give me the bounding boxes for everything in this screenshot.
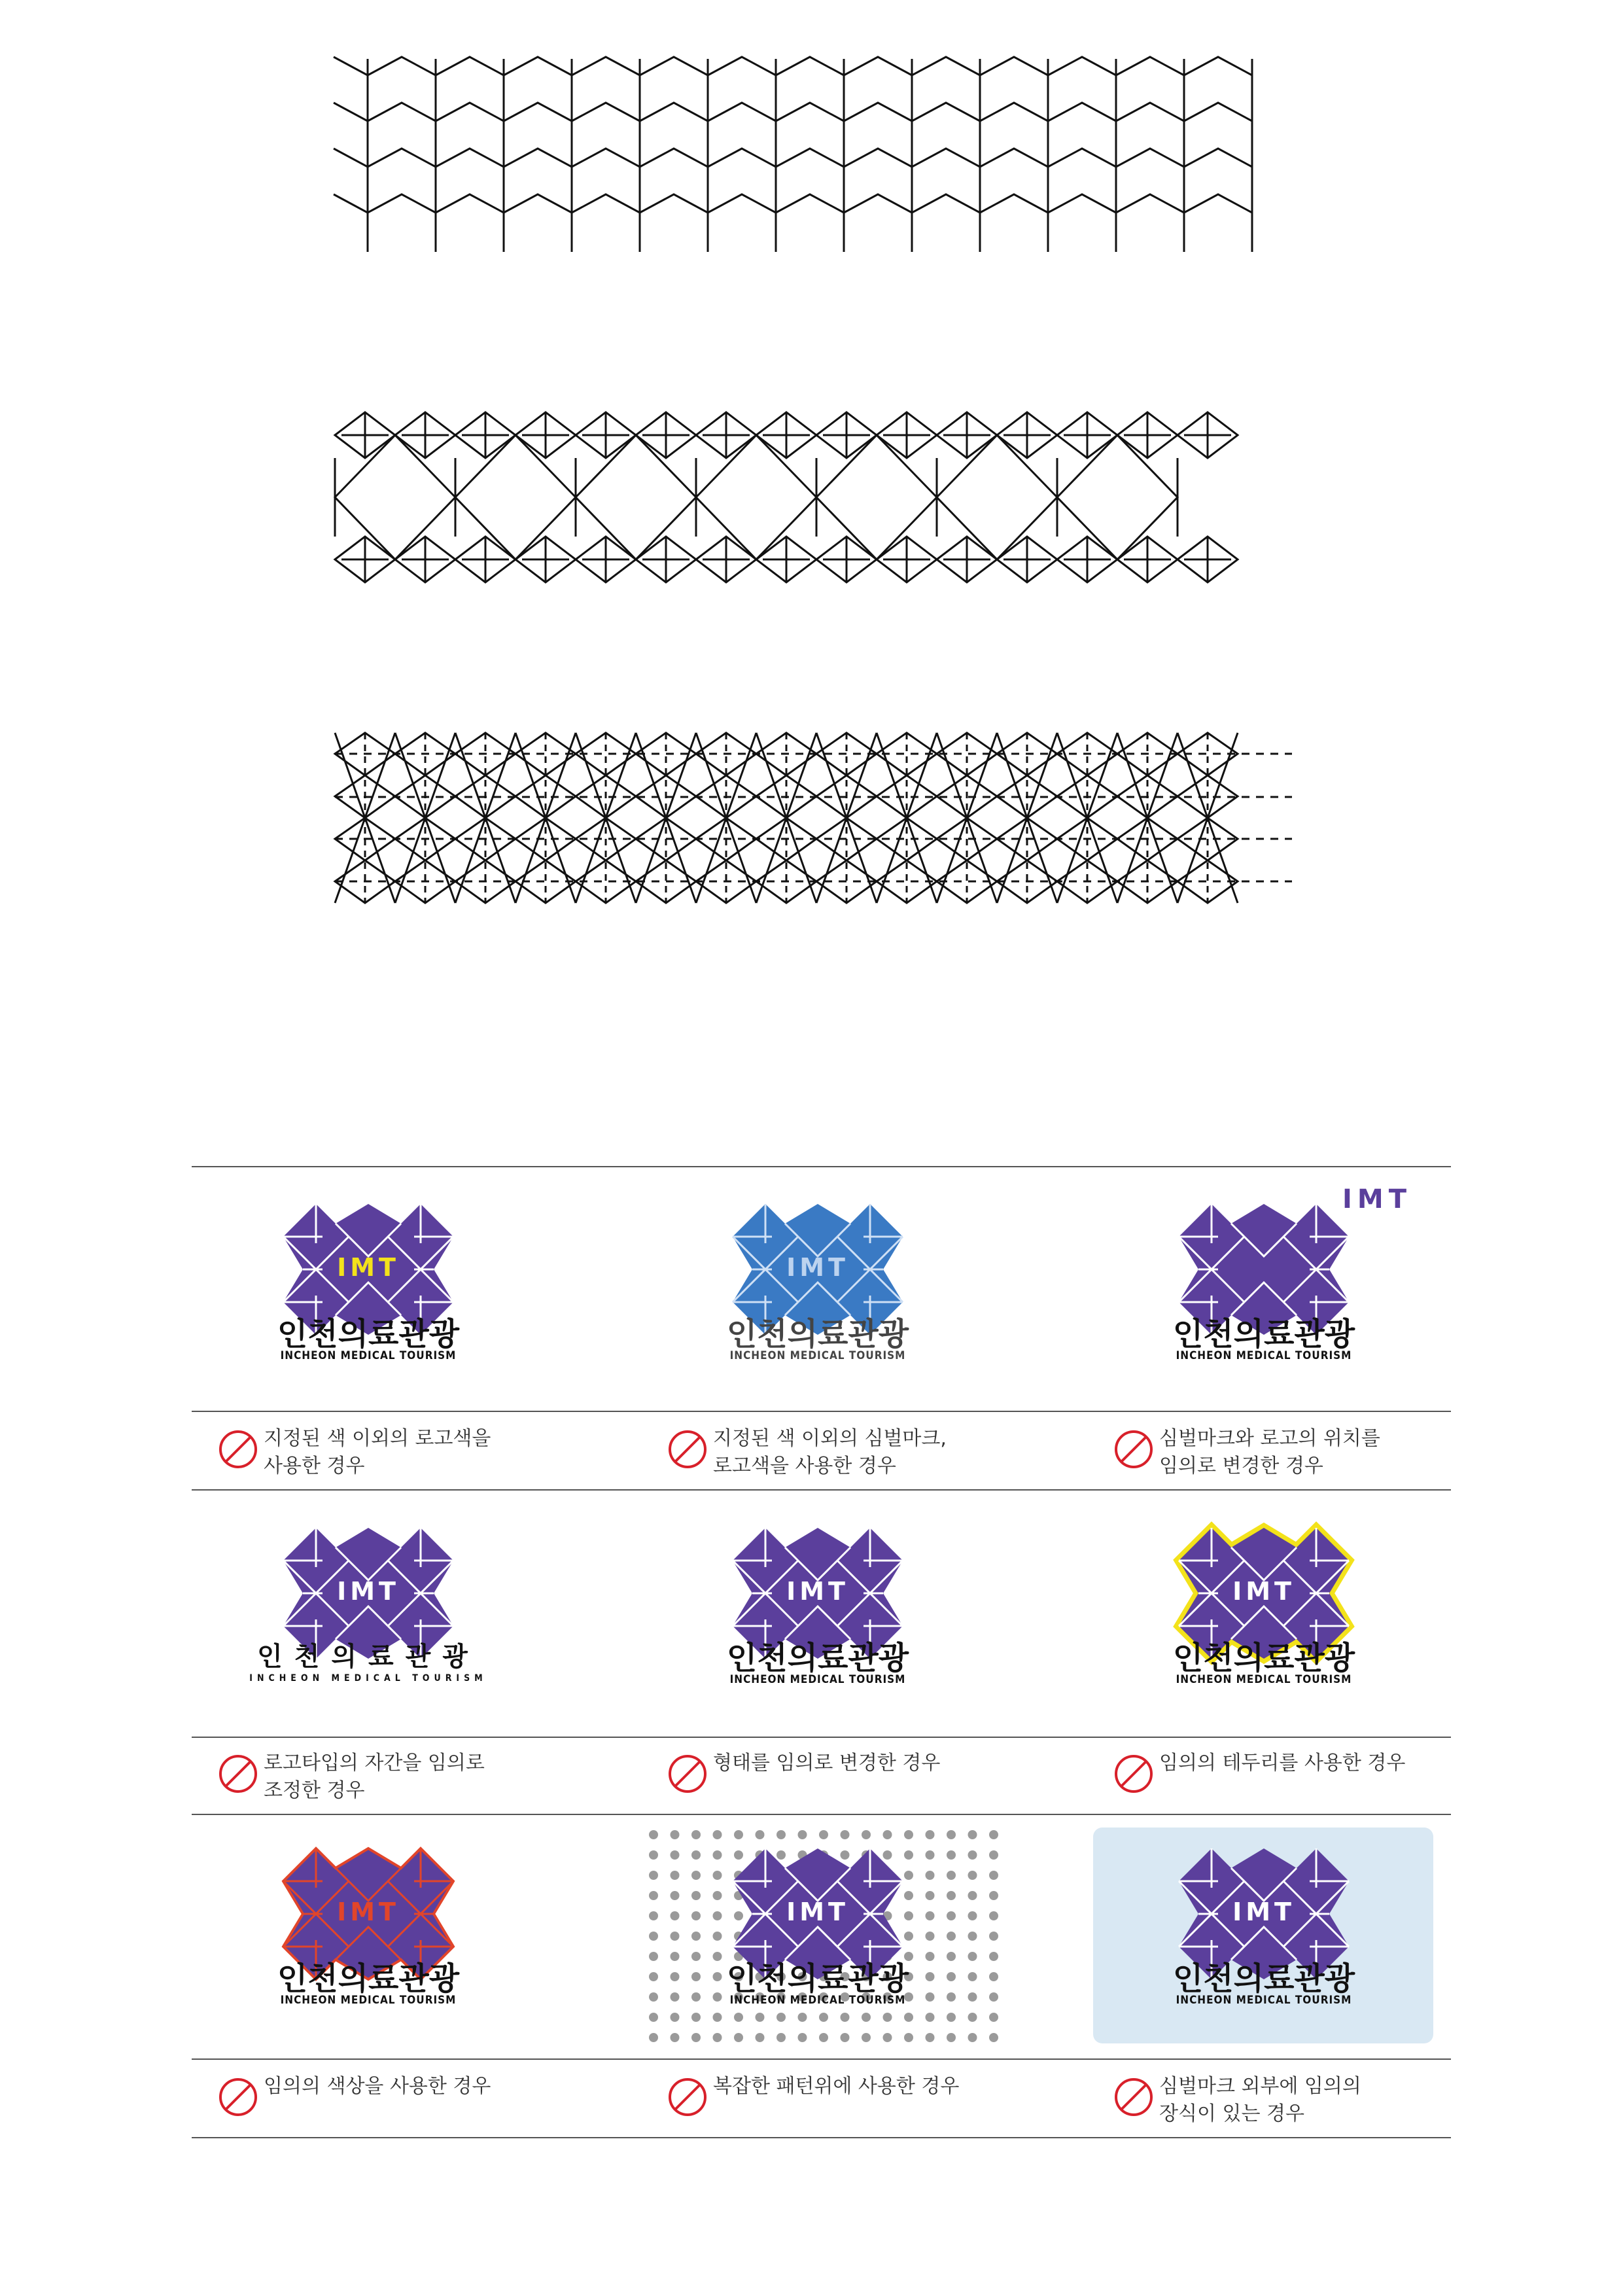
imt-mark-text: IMT bbox=[337, 1253, 400, 1282]
diamond-cross-pattern bbox=[335, 412, 1238, 582]
pattern-illustrations bbox=[0, 0, 1623, 981]
large-diamond bbox=[696, 435, 816, 559]
divider bbox=[192, 1489, 1451, 1491]
divider-bottom bbox=[192, 2137, 1451, 2138]
misuse-caption bbox=[641, 1738, 1060, 1797]
logo-korean-name: 인천의료관광 bbox=[1172, 1960, 1355, 1997]
misuse-caption-text: 형태를 임의로 변경한 경우 bbox=[713, 1752, 941, 1775]
misuse-caption bbox=[1087, 1738, 1506, 1797]
misuse-caption-text: 지정된 색 이외의 심벌마크, 로고색을 사용한 경우 bbox=[713, 1427, 947, 1477]
lattice-pattern bbox=[335, 733, 1292, 903]
no-entry-icon bbox=[218, 2077, 258, 2117]
logo-english-name: INCHEON MEDICAL TOURISM bbox=[729, 1349, 906, 1362]
large-diamond bbox=[335, 435, 455, 559]
no-entry-icon bbox=[1113, 1754, 1154, 1794]
no-entry-icon bbox=[1113, 1429, 1154, 1470]
misuse-example-color-type bbox=[159, 1171, 578, 1400]
misuse-caption-text: 심벌마크와 로고의 위치를 임의로 변경한 경우 bbox=[1159, 1427, 1380, 1477]
imt-mark-text: IMT bbox=[337, 1898, 400, 1926]
imt-mark-text: IMT bbox=[786, 1577, 849, 1606]
misuse-caption bbox=[641, 1413, 1060, 1477]
misuse-example-complex-pattern bbox=[608, 1816, 1027, 2045]
misuse-example-position bbox=[1055, 1171, 1473, 1400]
logo-korean-name: 인천의료관광 bbox=[726, 1316, 909, 1352]
misuse-example-arbitrary-color bbox=[159, 1816, 578, 2045]
large-diamond bbox=[816, 435, 937, 559]
large-diamond bbox=[1057, 435, 1178, 559]
chevron-line bbox=[334, 103, 1252, 121]
misuse-example-spacing bbox=[159, 1495, 578, 1724]
imt-mark-text: IMT bbox=[1232, 1898, 1295, 1926]
no-entry-icon bbox=[218, 1429, 258, 1470]
chevron-line bbox=[334, 194, 1252, 213]
divider bbox=[192, 2058, 1451, 2060]
imt-mark-text: IMT bbox=[1232, 1577, 1295, 1606]
misuse-example-decoration bbox=[1055, 1816, 1473, 2045]
imt-mark-text: IMT bbox=[786, 1898, 849, 1926]
imt-mark-text-displaced: IMT bbox=[1342, 1184, 1412, 1214]
logo-korean-name: 인천의료관광 bbox=[1172, 1316, 1355, 1352]
divider bbox=[192, 1814, 1451, 1815]
logo-english-name: INCHEON MEDICAL TOURISM bbox=[1176, 1994, 1352, 2007]
misuse-caption-text: 로고타입의 자간을 임의로 조정한 경우 bbox=[264, 1752, 485, 1802]
misuse-example-shape bbox=[608, 1495, 1027, 1724]
misuse-caption bbox=[192, 1413, 610, 1477]
logo-english-name: INCHEON MEDICAL TOURISM bbox=[1176, 1349, 1352, 1362]
logo-korean-name: 인천의료관광 bbox=[277, 1960, 460, 1997]
large-diamond bbox=[455, 435, 576, 559]
misuse-caption-text: 임의의 테두리를 사용한 경우 bbox=[1159, 1752, 1406, 1775]
misuse-caption bbox=[1087, 2061, 1506, 2125]
imt-mark-text: IMT bbox=[337, 1577, 400, 1606]
logo-english-name: INCHEON MEDICAL TOURISM bbox=[280, 1994, 457, 2007]
misuse-caption bbox=[641, 2061, 1060, 2120]
logo-english-name: INCHEON MEDICAL TOURISM bbox=[729, 1673, 906, 1686]
logo-english-name: INCHEON MEDICAL TOURISM bbox=[729, 1994, 906, 2007]
misuse-example-color-mark-type bbox=[608, 1171, 1027, 1400]
misuse-caption bbox=[1087, 1413, 1506, 1477]
misuse-caption bbox=[192, 1738, 610, 1802]
logo-english-name: INCHEON MEDICAL TOURISM bbox=[1176, 1673, 1352, 1686]
logo-korean-name: 인천의료관광 bbox=[1172, 1640, 1355, 1676]
chevron-line bbox=[334, 57, 1252, 75]
chevron-line bbox=[334, 149, 1252, 167]
logo-korean-name: 인천의료관광 bbox=[726, 1960, 909, 1997]
misuse-caption-text: 심벌마크 외부에 임의의 장식이 있는 경우 bbox=[1159, 2075, 1361, 2125]
logo-korean-name: 인천의료관광 bbox=[726, 1640, 909, 1676]
chevron-pattern bbox=[334, 57, 1252, 252]
logo-korean-name: 인천의료관광 bbox=[277, 1316, 460, 1352]
misuse-caption-text: 지정된 색 이외의 로고색을 사용한 경우 bbox=[264, 1427, 491, 1477]
no-entry-icon bbox=[1113, 2077, 1154, 2117]
large-diamond bbox=[576, 435, 696, 559]
no-entry-icon bbox=[667, 2077, 708, 2117]
misuse-example-border bbox=[1055, 1495, 1473, 1724]
imt-mark-text: IMT bbox=[786, 1253, 849, 1282]
divider bbox=[192, 1411, 1451, 1412]
no-entry-icon bbox=[218, 1754, 258, 1794]
misuse-caption bbox=[192, 2061, 610, 2120]
logo-korean-name: 인천의료관광 bbox=[257, 1642, 480, 1672]
misuse-caption-text: 임의의 색상을 사용한 경우 bbox=[264, 2075, 491, 2098]
no-entry-icon bbox=[667, 1754, 708, 1794]
divider-top bbox=[192, 1166, 1451, 1167]
logo-english-name: INCHEON MEDICAL TOURISM bbox=[249, 1673, 487, 1684]
large-diamond bbox=[937, 435, 1057, 559]
misuse-caption-text: 복잡한 패턴위에 사용한 경우 bbox=[713, 2075, 960, 2098]
no-entry-icon bbox=[667, 1429, 708, 1470]
logo-english-name: INCHEON MEDICAL TOURISM bbox=[280, 1349, 457, 1362]
